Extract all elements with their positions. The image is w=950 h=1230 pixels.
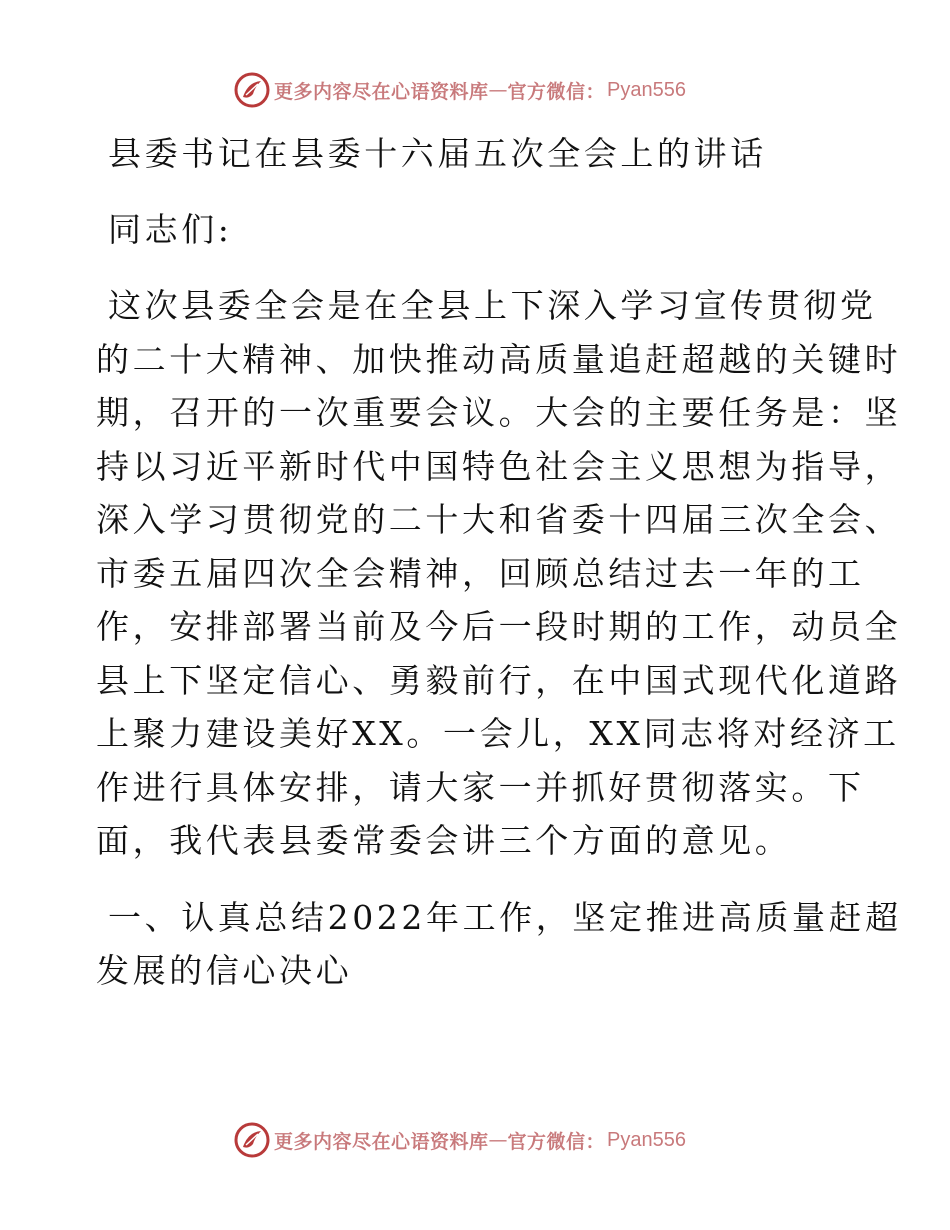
red-circle-logo-icon: [234, 1122, 270, 1158]
watermark-header: [234, 70, 686, 110]
watermark-wechat-id: Pyan556: [607, 1128, 686, 1151]
watermark-text: 更多内容尽在心语资料库: [274, 80, 489, 103]
red-circle-logo-icon: [234, 72, 270, 108]
paragraph-line: 县上下坚定信心、勇毅前行，在中国式现代化道路: [96, 660, 902, 700]
paragraph-line: 市委五届四次全会精神，回顾总结过去一年的工: [96, 553, 865, 593]
greeting: 同志们:: [108, 209, 233, 249]
paragraph-line: 期，召开的一次重要会议。大会的主要任务是：坚: [96, 393, 902, 432]
section-heading-one: [96, 891, 902, 998]
paragraph-line: 上聚力建设美好XX。一会儿，XX同志将对经济工: [96, 714, 900, 753]
watermark-dash: —: [488, 79, 508, 101]
heading-line: 发展的信心决心: [96, 951, 353, 990]
heading-line: 一、认真总结2022年工作，坚定推进高质量赶超: [108, 897, 902, 937]
paragraph-line: 作，安排部署当前及今后一段时期的工作，动员全: [96, 607, 902, 646]
watermark-dash: —: [488, 1129, 508, 1151]
paragraph-line: 深入学习贯彻党的二十大和省委十四届三次全会、: [96, 500, 902, 539]
watermark-wechat-id: Pyan556: [607, 78, 686, 101]
watermark-wechat-label: 官方微信：: [507, 1130, 606, 1153]
paragraph-line: 的二十大精神、加快推动高质量追赶超越的关键时: [96, 339, 902, 379]
paragraph-line: 这次县委全会是在全县上下深入学习宣传贯彻党: [108, 286, 877, 325]
document-title: 县委书记在县委十六届五次全会上的讲话: [108, 134, 767, 173]
watermark-footer: [234, 1120, 686, 1160]
paragraph-line: 面，我代表县委常委会讲三个方面的意见。: [96, 821, 792, 860]
paragraph-line: 作进行具体安排，请大家一并抓好贯彻落实。下: [96, 767, 865, 807]
watermark-text: 更多内容尽在心语资料库: [274, 1130, 489, 1153]
opening-paragraph: [96, 279, 902, 868]
document-body: [96, 127, 902, 998]
paragraph-line: 持以习近平新时代中国特色社会主义思想为指导，: [96, 446, 902, 486]
watermark-wechat-label: 官方微信：: [507, 80, 606, 103]
